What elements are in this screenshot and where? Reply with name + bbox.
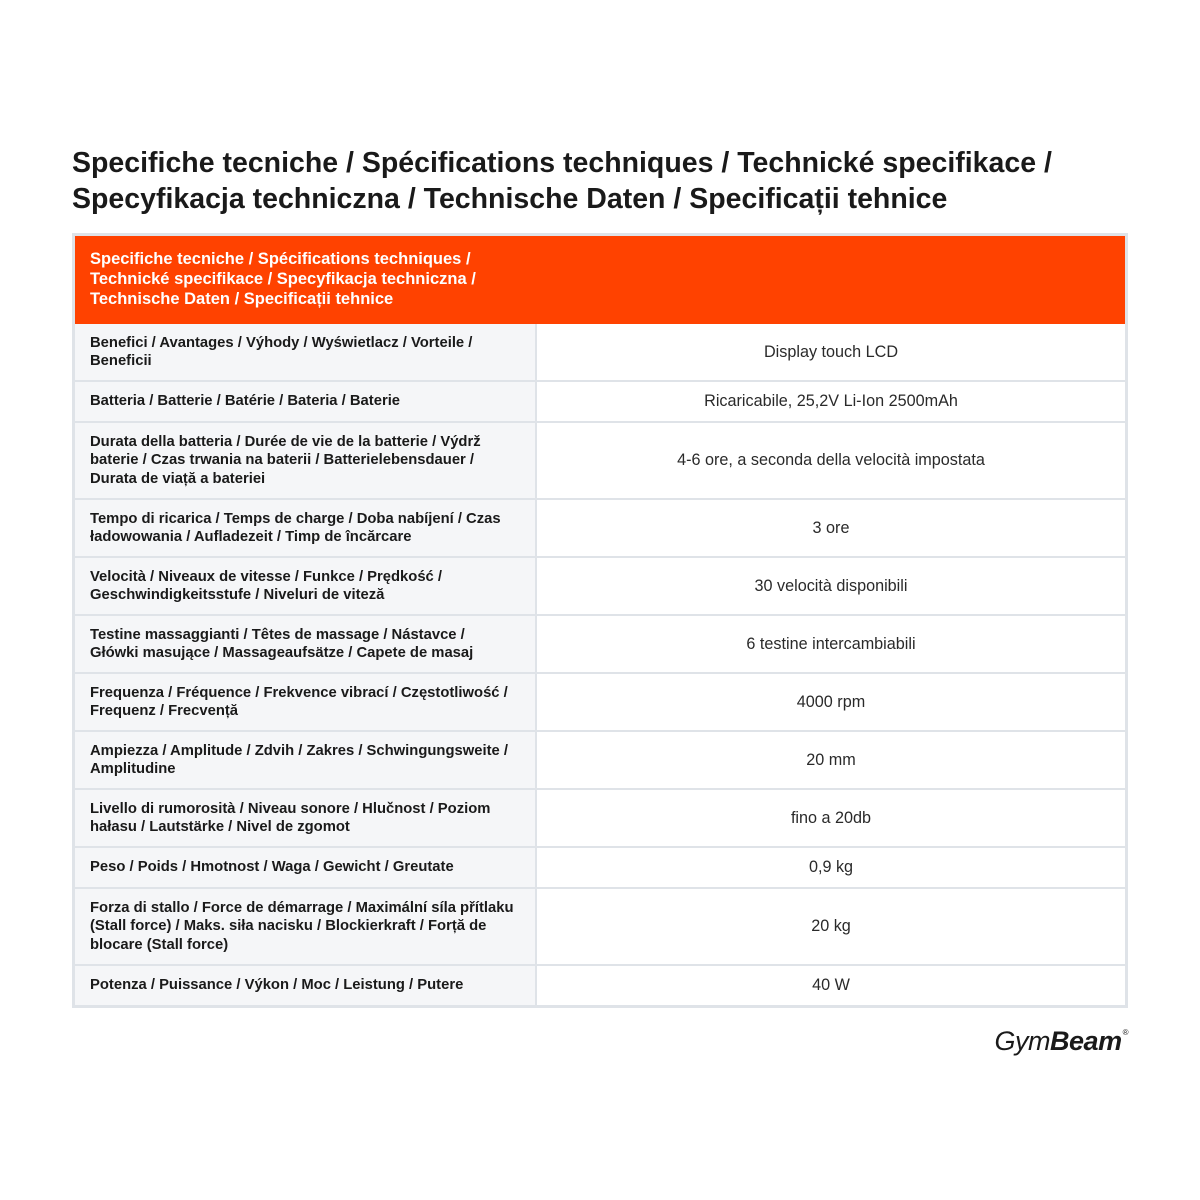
- gymbeam-logo: [995, 1026, 1128, 1057]
- table-header: [75, 236, 1125, 324]
- row-label: Testine massaggianti / Têtes de massage / Nástavce / Główki masujące / Massageaufsätze / Capete de masaj: [75, 616, 535, 672]
- row-label: Ampiezza / Amplitude / Zdvih / Zakres / Schwingungsweite / Amplitudine: [75, 732, 535, 788]
- row-value: 4000 rpm: [537, 674, 1125, 730]
- row-value: 3 ore: [537, 500, 1125, 556]
- row-label: Batteria / Batterie / Batérie / Bateria / Baterie: [75, 382, 535, 421]
- row-value: Ricaricabile, 25,2V Li-Ion 2500mAh: [537, 382, 1125, 421]
- table-row: [75, 672, 1125, 730]
- logo-beam-text: Beam: [1050, 1026, 1122, 1056]
- row-value: fino a 20db: [537, 790, 1125, 846]
- table-row: [75, 324, 1125, 380]
- table-row: [75, 788, 1125, 846]
- table-row: [75, 887, 1125, 964]
- table-header-label: Specifiche tecniche / Spécifications techniques / Technické specifikace / Specyfikacja techniczna / Technische Daten / Specificații tehnice: [90, 250, 476, 308]
- table-row: [75, 556, 1125, 614]
- row-label: Durata della batteria / Durée de vie de la batterie / Výdrž baterie / Czas trwania na baterii / Batterielebensdauer / Durata de viață a bateriei: [75, 423, 535, 498]
- row-label: Peso / Poids / Hmotnost / Waga / Gewicht / Greutate: [75, 848, 535, 887]
- spec-table: [72, 233, 1128, 1008]
- row-label: Livello di rumorosità / Niveau sonore / Hlučnost / Poziom hałasu / Lautstärke / Nivel de zgomot: [75, 790, 535, 846]
- row-value: 40 W: [537, 966, 1125, 1005]
- row-value: 6 testine intercambiabili: [537, 616, 1125, 672]
- table-row: [75, 730, 1125, 788]
- table-row: [75, 380, 1125, 421]
- registered-mark: ®: [1122, 1028, 1128, 1037]
- row-label: Potenza / Puissance / Výkon / Moc / Leistung / Putere: [75, 966, 535, 1005]
- row-label: Tempo di ricarica / Temps de charge / Doba nabíjení / Czas ładowowania / Aufladezeit / Timp de încărcare: [75, 500, 535, 556]
- table-row: [75, 846, 1125, 887]
- table-row: [75, 498, 1125, 556]
- row-value: 0,9 kg: [537, 848, 1125, 887]
- row-label: Velocità / Niveaux de vitesse / Funkce / Prędkość / Geschwindigkeitsstufe / Niveluri de viteză: [75, 558, 535, 614]
- table-row: [75, 421, 1125, 498]
- row-value: 30 velocità disponibili: [537, 558, 1125, 614]
- table-row: [75, 964, 1125, 1005]
- logo-gym-text: Gym: [994, 1026, 1051, 1056]
- row-value: 20 mm: [537, 732, 1125, 788]
- row-value: 4-6 ore, a seconda della velocità impostata: [537, 423, 1125, 498]
- row-value: 20 kg: [537, 889, 1125, 964]
- row-label: Benefici / Avantages / Výhody / Wyświetlacz / Vorteile / Beneficii: [75, 324, 535, 380]
- page-title: Specifiche tecniche / Spécifications techniques / Technické specifikace / Specyfikacja techniczna / Technische Daten / Specificații tehnice: [72, 147, 1052, 215]
- row-label: Frequenza / Fréquence / Frekvence vibrací / Częstotliwość / Frequenz / Frecvență: [75, 674, 535, 730]
- row-value: Display touch LCD: [537, 324, 1125, 380]
- row-label: Forza di stallo / Force de démarrage / Maximální síla přítlaku (Stall force) / Maks. siła nacisku / Blockierkraft / Forță de blocare (Stall force): [75, 889, 535, 964]
- table-row: [75, 614, 1125, 672]
